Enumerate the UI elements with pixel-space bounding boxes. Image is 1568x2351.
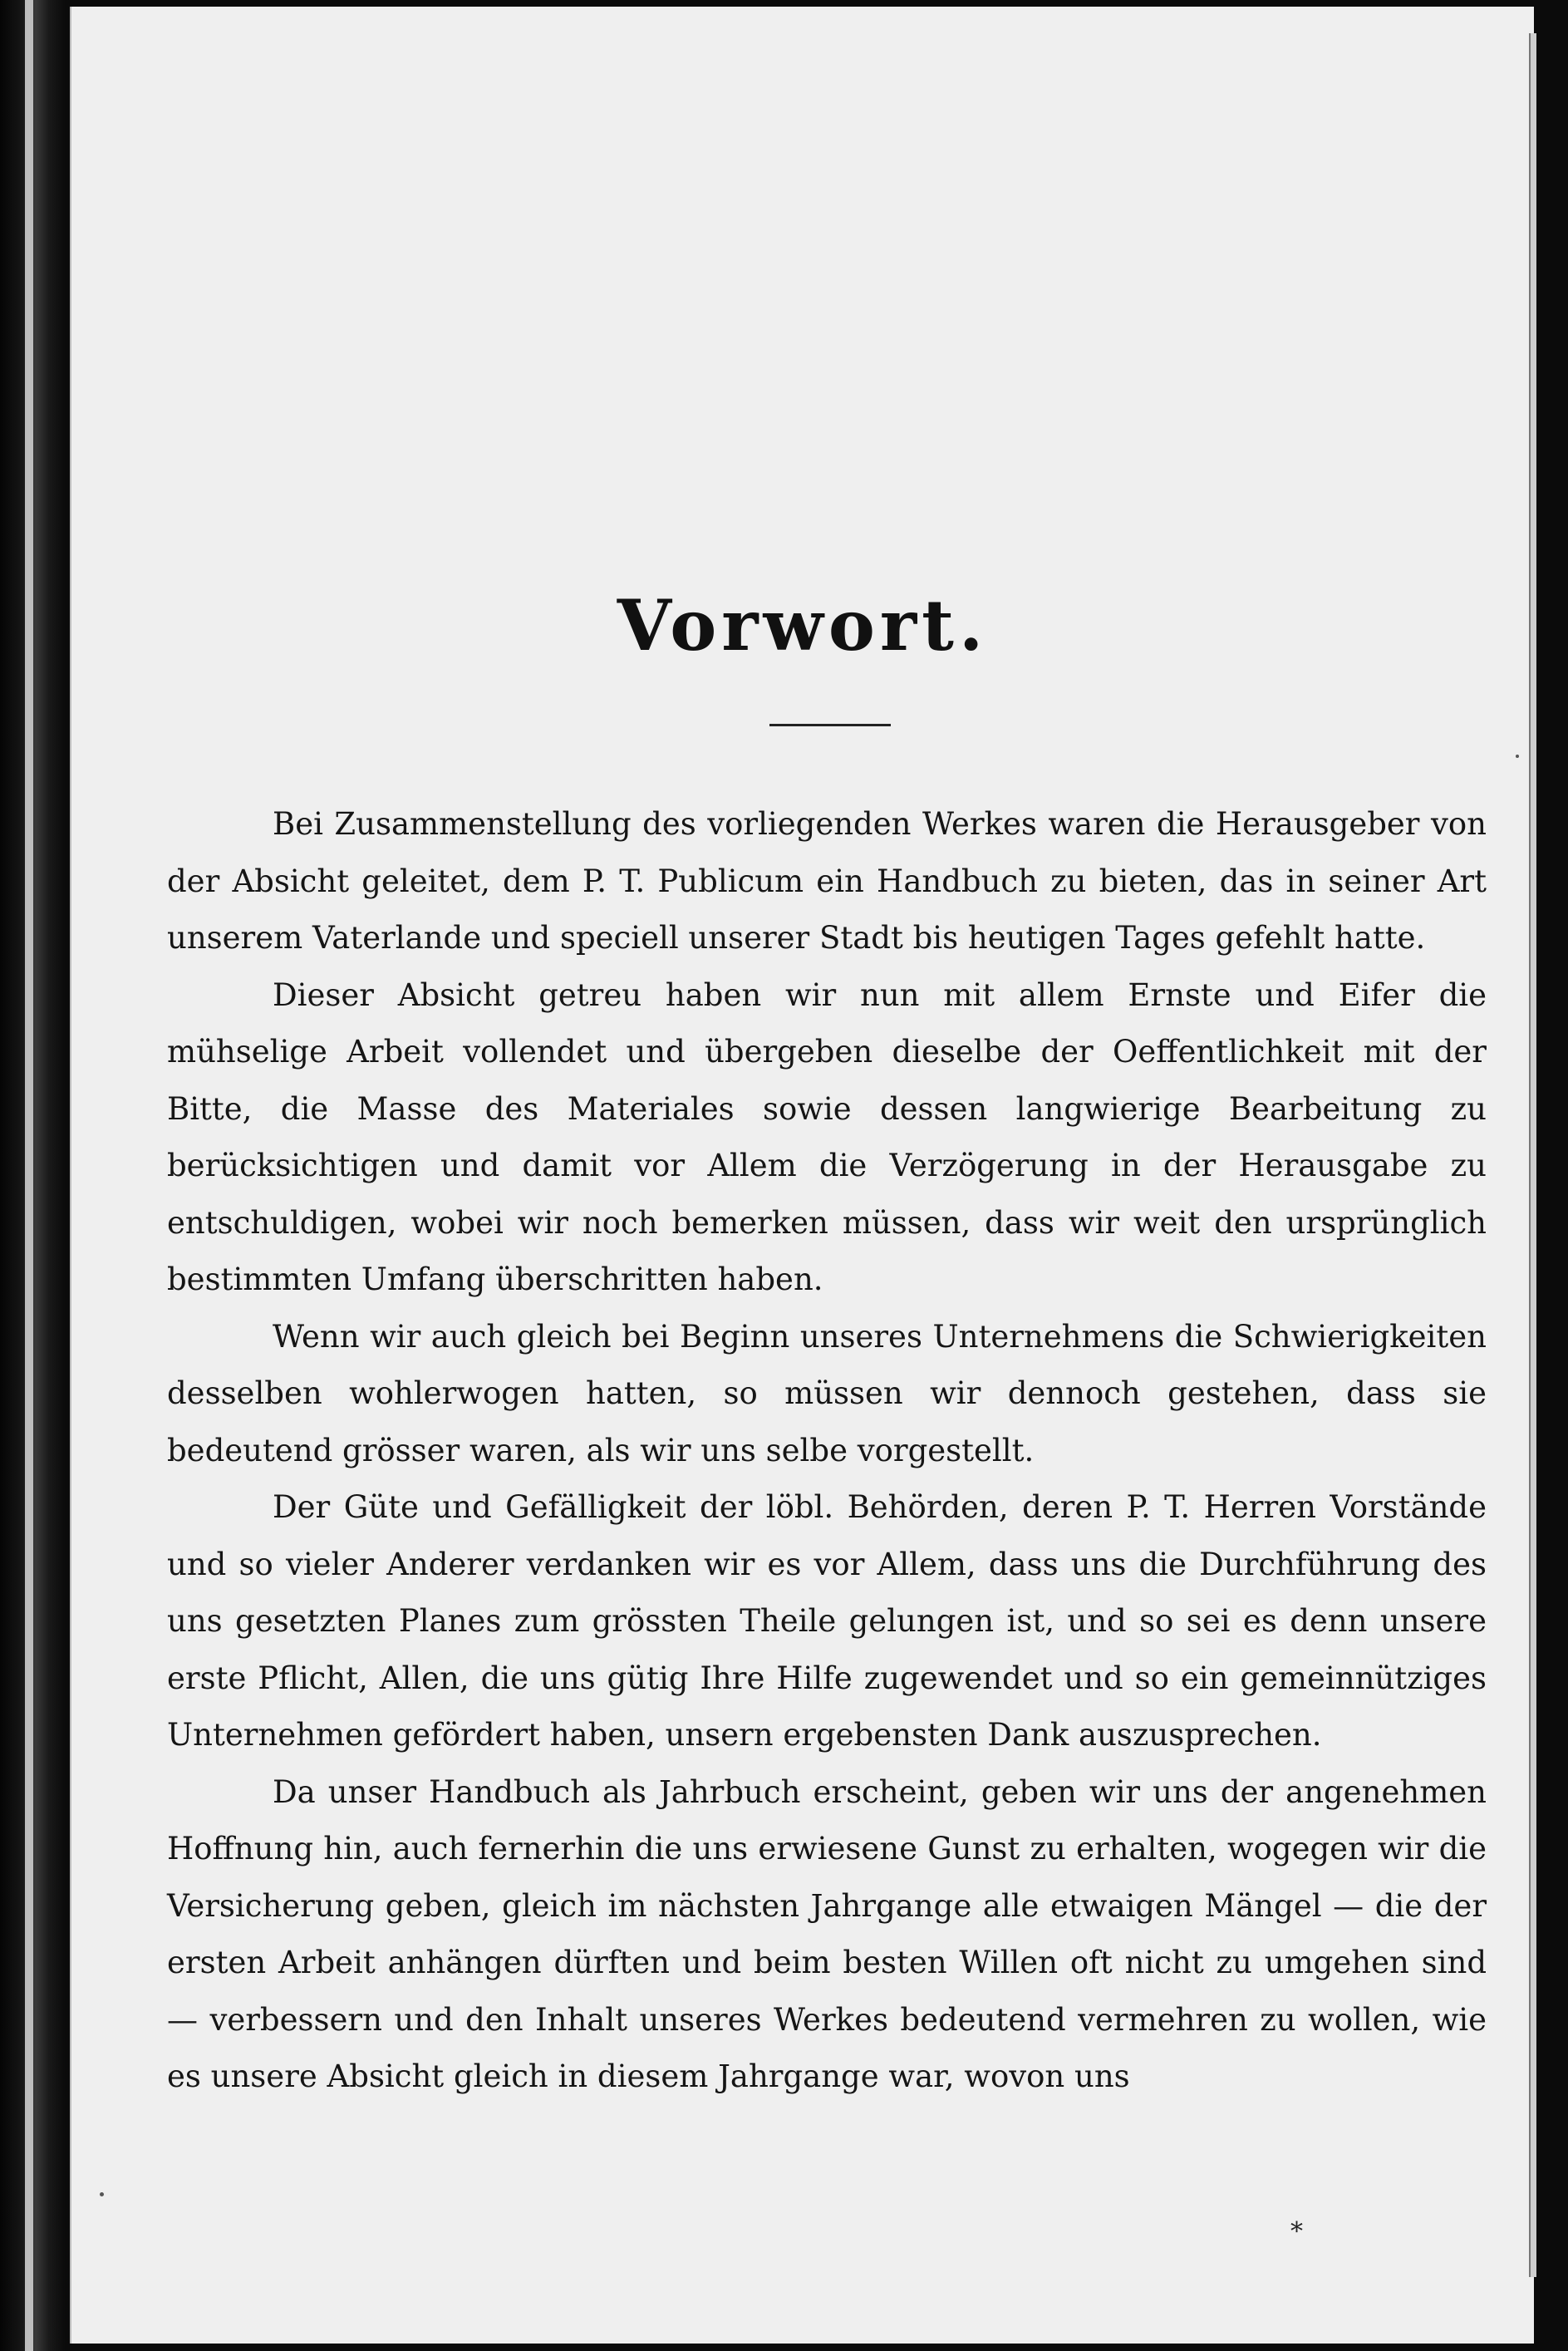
paragraph-1: Bei Zusammenstellung des vorliegenden Werkes waren die Herausgeber von der Absicht geleitet, dem P. T. Publicum ein Handbuch zu bieten, das in seiner Art unserem Vaterlande und speciell unserer Stadt bis heutigen Tages gefehlt hatte. <box>167 806 1487 956</box>
paragraph-3: Wenn wir auch gleich bei Beginn unseres Unternehmens die Schwierigkeiten desselben wohlerwogen hatten, so müssen wir dennoch gestehen, dass sie bedeutend grösser waren, als wir uns selbe vorgestellt. <box>167 1318 1487 1468</box>
paragraph-4: Der Güte und Gefälligkeit der löbl. Behörden, deren P. T. Herren Vorstände und so vieler Anderer verdanken wir es vor Allem, dass uns die Durchführung des uns gesetzten Planes zum grössten Theile gelungen ist, und so sei es denn unsere erste Pflicht, Allen, die uns gütig Ihre Hilfe zugewendet und so ein gemeinnütziges Unternehmen gefördert haben, unsern ergebensten Dank auszusprechen. <box>167 1489 1487 1753</box>
signature-mark: * <box>1290 2217 1303 2246</box>
paragraph-2: Dieser Absicht getreu haben wir nun mit allem Ernste und Eifer die mühselige Arbeit vollendet und übergeben dieselbe der Oeffentlichkeit mit der Bitte, die Masse des Materiales sowie dessen langwierige Bearbeitung zu berücksichtigen und damit vor Allem die Verzögerung in der Herausgabe zu entschuldigen, wobei wir noch bemerken müssen, dass wir weit den ursprünglich bestimmten Umfang überschritten haben. <box>167 976 1487 1297</box>
scan-speck <box>1516 755 1519 758</box>
scan-speck <box>100 2192 104 2196</box>
page-right-border <box>1529 33 1536 2277</box>
paragraph-5: Da unser Handbuch als Jahrbuch erscheint, geben wir uns der angenehmen Hoffnung hin, auch fernerhin die uns erwiesene Gunst zu erhalten, wogegen wir die Versicherung geben, gleich im nächsten Jahrgange alle etwaigen Mängel — die der ersten Arbeit anhängen dürften und beim besten Willen oft nicht zu umgehen sind — verbessern und den Inhalt unseres Werkes bedeutend vermehren zu wollen, wie es unsere Absicht gleich in diesem Jahrgange war, wovon uns <box>167 1773 1487 2094</box>
page-title: Vorwort. <box>617 584 989 666</box>
title-rule <box>769 724 891 726</box>
facing-page-sliver <box>25 0 33 2351</box>
preface-text <box>167 796 1487 2106</box>
page-paper <box>70 7 1534 2344</box>
